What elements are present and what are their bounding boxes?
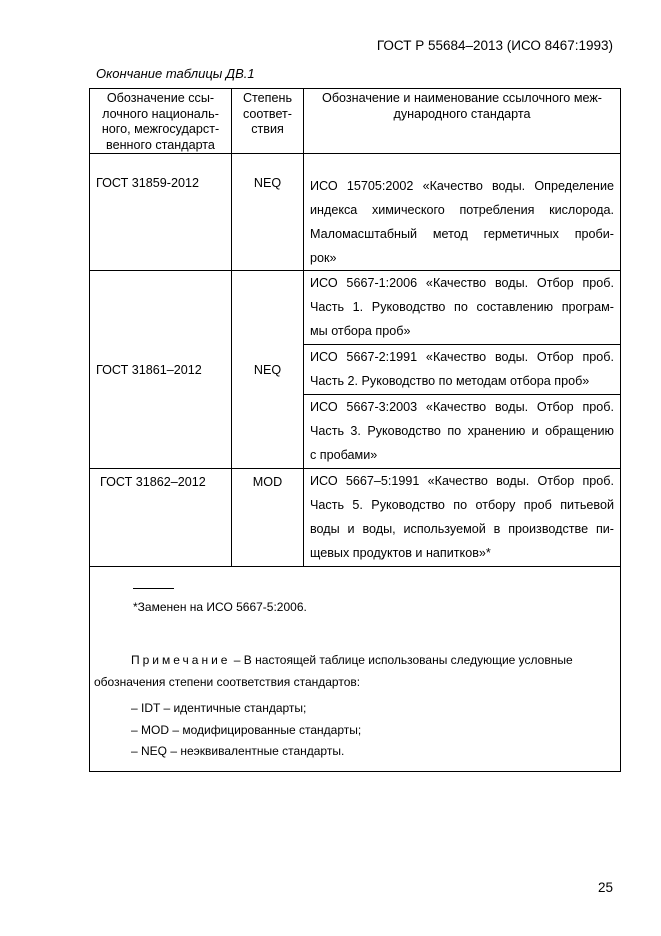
col-header-degree: Степень соответ- ствия bbox=[232, 89, 304, 154]
list-item: – MOD – модифицированные стандарты; bbox=[131, 722, 362, 737]
international-standard-ref: ИСО 5667–5:1991 «Качество воды. Отбор проб. Часть 5. Руководство по отбору проб питьевой воды и воды, используемой в производстве пи- щевых продуктов и напитков»* bbox=[304, 469, 621, 567]
table-caption: Окончание таблицы ДВ.1 bbox=[96, 66, 255, 81]
international-standard-ref: ИСО 15705:2002 «Качество воды. Определение индекса химического потребления кислорода. Маломасштабный метод герметичных проби- рок» bbox=[304, 154, 621, 271]
national-standard-code: ГОСТ 31862–2012 bbox=[90, 469, 232, 567]
national-standard-code: ГОСТ 31859-2012 bbox=[90, 154, 232, 271]
international-standard-ref: ИСО 5667-1:2006 «Качество воды. Отбор проб. Часть 1. Руководство по составлению програм- мы отбора проб» bbox=[304, 271, 621, 345]
col-header-international-standard: Обозначение и наименование ссылочного меж- дународного стандарта bbox=[304, 89, 621, 154]
degree-value: NEQ bbox=[232, 271, 304, 469]
notes-cell bbox=[90, 567, 621, 772]
degree-value: MOD bbox=[232, 469, 304, 567]
note-first-line bbox=[131, 653, 573, 667]
footnote-rule bbox=[133, 588, 174, 589]
national-standard-code: ГОСТ 31861–2012 bbox=[90, 271, 232, 469]
footnote: *Заменен на ИСО 5667-5:2006. bbox=[133, 600, 307, 614]
table-footer-row bbox=[90, 567, 621, 772]
col-header-national-standard: Обозначение ссы- лочного националь- ного, межгосударст- венного стандарта bbox=[90, 89, 232, 154]
table-header-row bbox=[90, 89, 621, 154]
note-label: Примечание bbox=[131, 653, 231, 667]
page-header: ГОСТ Р 55684–2013 (ИСО 8467:1993) bbox=[376, 38, 613, 53]
international-standard-ref: ИСО 5667-2:1991 «Качество воды. Отбор проб. Часть 2. Руководство по методам отбора проб» bbox=[304, 345, 621, 395]
list-item: – NEQ – неэквивалентные стандарты. bbox=[131, 744, 345, 758]
table-row bbox=[90, 469, 621, 567]
list-item: – IDT – идентичные стандарты; bbox=[131, 701, 307, 715]
note-text: – В настоящей таблице использованы следующие условные bbox=[230, 653, 573, 667]
standards-table bbox=[89, 88, 621, 772]
note-second-line: обозначения степени соответствия стандартов: bbox=[94, 675, 361, 689]
page-number: 25 bbox=[598, 880, 614, 895]
table-row bbox=[90, 154, 621, 271]
degree-value: NEQ bbox=[232, 154, 304, 271]
degree-legend-list bbox=[131, 698, 361, 763]
table-row bbox=[90, 271, 621, 345]
international-standard-ref: ИСО 5667-3:2003 «Качество воды. Отбор проб. Часть 3. Руководство по хранению и обращению с пробами» bbox=[304, 395, 621, 469]
